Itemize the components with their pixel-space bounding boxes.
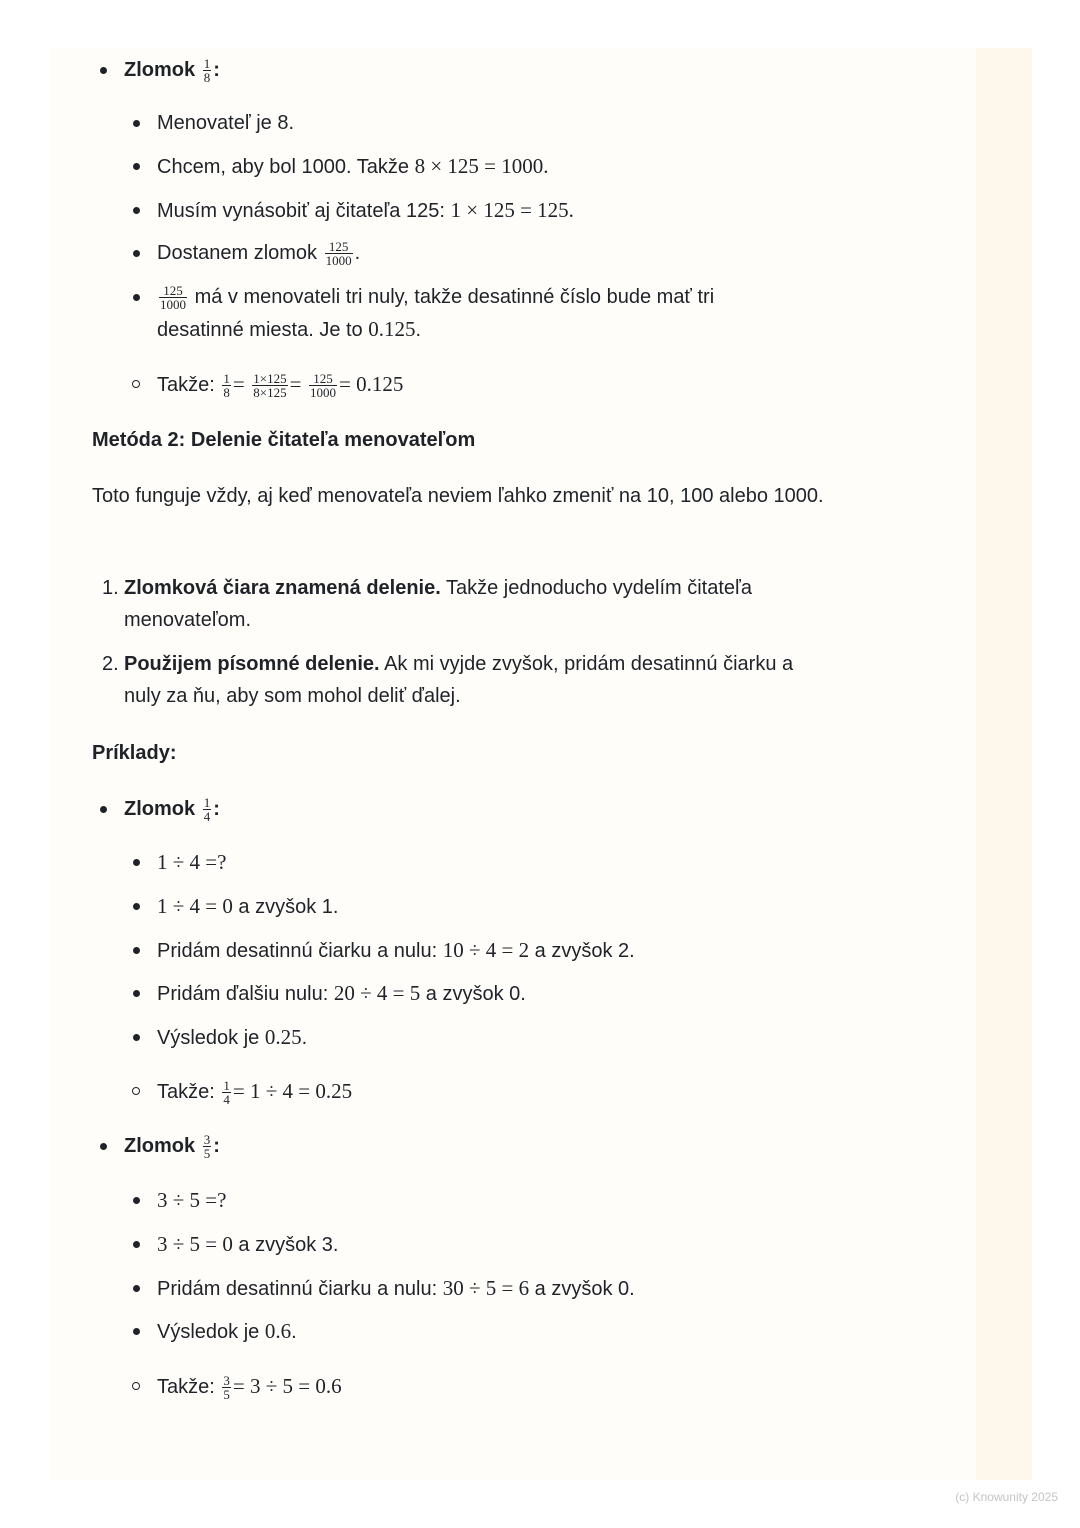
method-paragraph: Toto funguje vždy, aj keď menovateľa neviem ľahko zmeniť na 10, 100 alebo 1000. [92, 485, 824, 507]
fraction: $\frac{125}{1000}$ [325, 239, 352, 269]
list-item: Chcem, aby bol 1000. Takže 8 × 125 = 1000. [157, 150, 549, 183]
list-item: Dostanem zlomok $\frac{125}{1000}$ . [157, 237, 360, 269]
list-item: Pridám desatinnú čiarku a nulu: 10 ÷ 4 = 2 a zvyšok 2. [157, 934, 635, 967]
example-title-fraction-3-5: Zlomok $\frac{3}{5}$ : [124, 1130, 220, 1162]
list-item: Výsledok je 0.6. [157, 1315, 297, 1348]
document-page [50, 48, 976, 1480]
list-item-continuation: desatinné miesta. Je to 0.125. [157, 317, 422, 341]
fraction: $\frac{125}{1000}$ [160, 283, 186, 313]
list-item: 3 ÷ 5 =? [157, 1184, 226, 1217]
fraction: $\frac{1}{4}$ [203, 795, 211, 825]
list-item: Menovateľ je 8. [157, 107, 294, 139]
method-heading: Metóda 2: Delenie čitateľa menovateľom [92, 429, 476, 451]
fraction: $\frac{1\times 125}{8\times 125}$ [253, 371, 287, 401]
fraction: $\frac{3}{5}$ [203, 1132, 211, 1162]
side-margin-strip [976, 48, 1032, 1480]
fraction: $\frac{1}{8}$ [203, 56, 211, 86]
ordered-list-item: 2. Použijem písomné delenie. Ak mi vyjde zvyšok, pridám desatinnú čiarku a nuly za ňu, aby som mohol deliť ďalej. [102, 653, 794, 707]
list-item: Výsledok je 0.25. [157, 1021, 307, 1054]
summary-item: Takže: $\frac{1}{8}$ = $\frac{1\times 125}{8\times 125}$ = $\frac{125}{1000}$ = 0.125 [157, 368, 403, 401]
list-item: 1 ÷ 4 = 0 a zvyšok 1. [157, 890, 338, 923]
fraction: $\frac{3}{5}$ [223, 1373, 230, 1403]
list-item: 1 ÷ 4 =? [157, 846, 226, 879]
list-item: Pridám ďalšiu nulu: 20 ÷ 4 = 5 a zvyšok 0. [157, 977, 526, 1010]
list-item: $\frac{125}{1000}$ má v menovateli tri nuly, takže desatinné číslo bude mať tri [157, 281, 714, 313]
list-item: Musím vynásobiť aj čitateľa 125: 1 × 125 = 125. [157, 194, 574, 227]
fraction: $\frac{125}{1000}$ [310, 371, 337, 401]
list-item: 3 ÷ 5 = 0 a zvyšok 3. [157, 1228, 338, 1261]
copyright-footer: (c) Knowunity 2025 [955, 1490, 1058, 1504]
summary-item: Takže: $\frac{3}{5}$ = 3 ÷ 5 = 0.6 [157, 1370, 342, 1403]
fraction: $\frac{1}{4}$ [223, 1078, 230, 1108]
examples-heading: Príklady: [92, 742, 177, 764]
list-item: Pridám desatinnú čiarku a nulu: 30 ÷ 5 = 6 a zvyšok 0. [157, 1272, 635, 1305]
example-title-fraction-1-4: Zlomok $\frac{1}{4}$ : [124, 793, 220, 825]
summary-item: Takže: $\frac{1}{4}$ = 1 ÷ 4 = 0.25 [157, 1075, 352, 1108]
fraction: $\frac{1}{8}$ [223, 371, 230, 401]
section-title-fraction-1-8: Zlomok $\frac{1}{8}$ : [124, 54, 220, 86]
ordered-list-item: 1. Zlomková čiara znamená delenie. Takže jednoducho vydelím čitateľa menovateľom. [102, 577, 752, 631]
